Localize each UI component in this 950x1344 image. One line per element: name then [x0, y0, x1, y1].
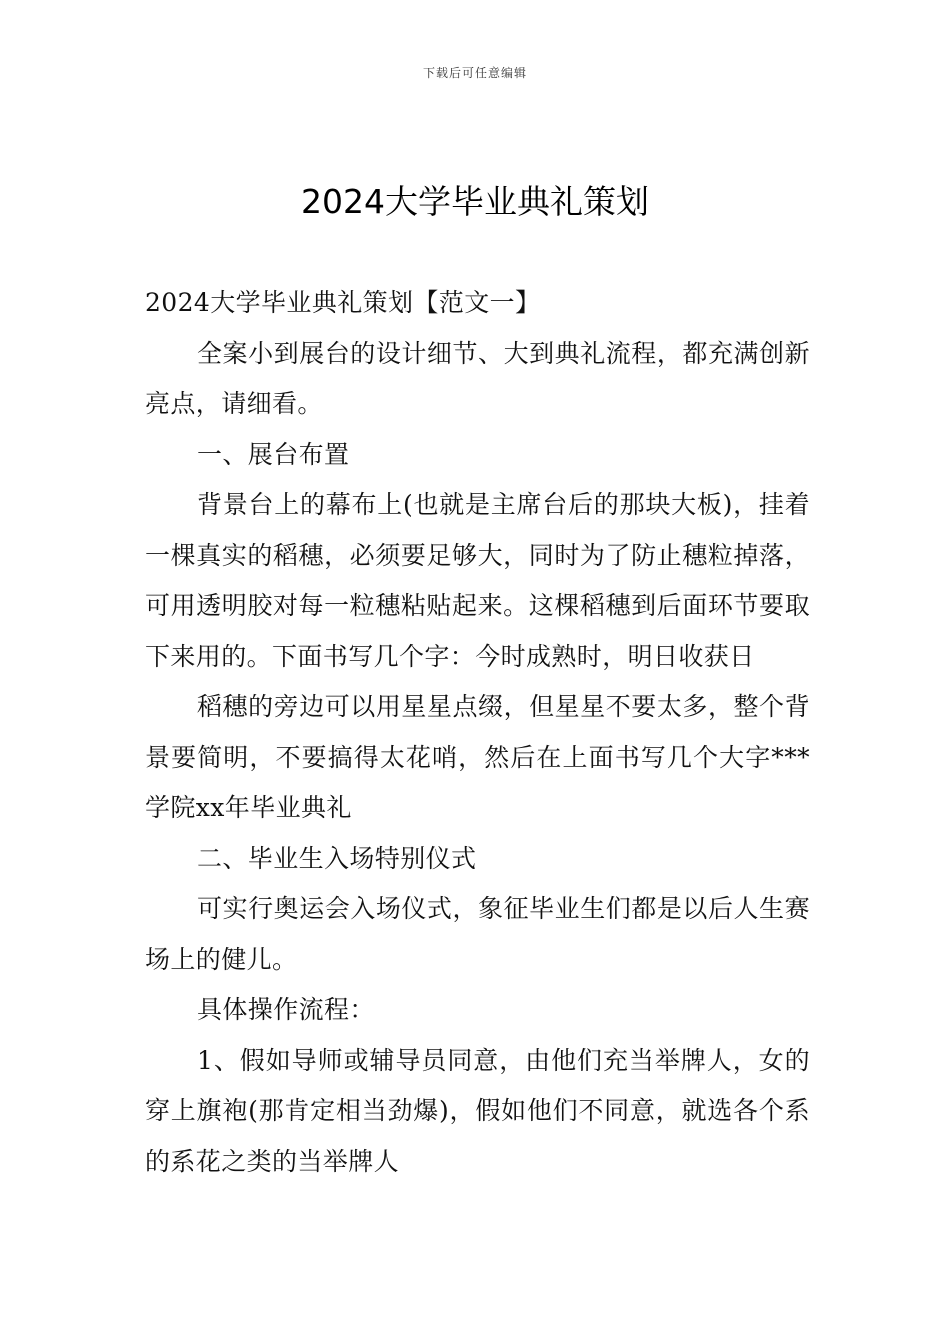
paragraph-olympic: 可实行奥运会入场仪式，象征毕业生们都是以后人生赛场上的健儿。 — [145, 894, 810, 974]
document-body — [145, 278, 810, 1187]
section-heading-stage: 一、展台布置 — [197, 439, 350, 469]
paragraph-backdrop: 背景台上的幕布上(也就是主席台后的那块大板)，挂着一棵真实的稻穗，必须要足够大，同时为了防止穗粒掉落，可用透明胶对每一粒穗粘贴起来。这棵稻穗到后面环节要取下来用的。下面书写几个字：今时成熟时，明日收获日 — [145, 490, 810, 671]
paragraph-step-1: 1、假如导师或辅导员同意，由他们充当举牌人，女的穿上旗袍(那肯定相当劲爆)，假如他们不同意，就选各个系的系花之类的当举牌人 — [145, 1045, 810, 1176]
header-note: 下载后可任意编辑 — [422, 66, 527, 80]
paragraph-subtitle: 2024大学毕业典礼策划【范文一】 — [145, 288, 541, 317]
paragraph-procedure-label: 具体操作流程： — [197, 995, 375, 1024]
document-title: 2024大学毕业典礼策划 — [301, 182, 649, 221]
paragraph-stars: 稻穗的旁边可以用星星点缀，但星星不要太多，整个背景要简明，不要搞得太花哨，然后在上面书写几个大字***学院xx年毕业典礼 — [145, 692, 810, 822]
section-heading-entrance: 二、毕业生入场特别仪式 — [197, 843, 477, 873]
paragraph-intro: 全案小到展台的设计细节、大到典礼流程，都充满创新亮点，请细看。 — [145, 338, 810, 418]
